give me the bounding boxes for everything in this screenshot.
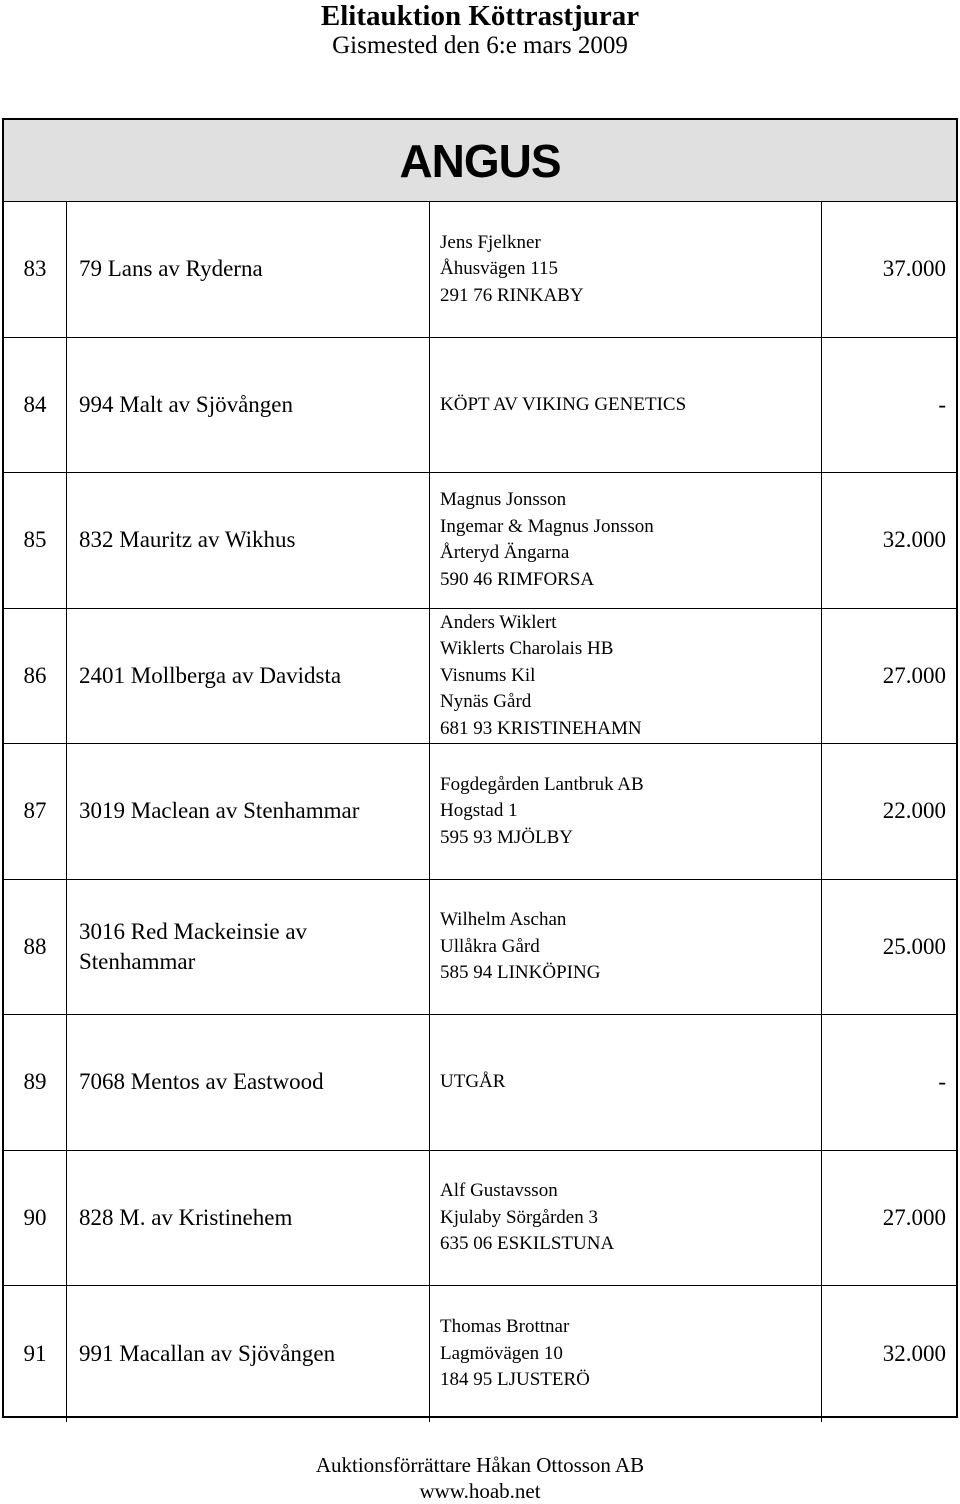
buyer-address-line: KÖPT AV VIKING GENETICS: [440, 393, 687, 415]
price: 37.000: [882, 256, 946, 282]
lot-row: [4, 1015, 956, 1151]
price: 27.000: [882, 1204, 946, 1230]
price: -: [938, 1069, 946, 1095]
buyer-address-line: Ingemar & Magnus Jonsson: [440, 515, 654, 537]
buyer-address-line: Jens Fjelkner: [440, 231, 541, 253]
buyer-address-line: Åhusvägen 115: [440, 258, 559, 279]
lot-row: [4, 880, 956, 1016]
buyer-address-line: Wiklerts Charolais HB: [440, 638, 614, 659]
buyer-address-line: 585 94 LINKÖPING: [440, 962, 601, 983]
buyer-address-line: 291 76 RINKABY: [440, 284, 584, 306]
breed-heading: ANGUS: [4, 120, 956, 202]
bull-name: 79 Lans av Ryderna: [67, 202, 430, 337]
price: 27.000: [882, 662, 946, 688]
document-subtitle: Gismested den 6:e mars 2009: [332, 32, 628, 59]
lot-row: [4, 473, 956, 609]
buyer-address-line: Hogstad 1: [440, 800, 518, 821]
buyer-address-line: 184 95 LJUSTERÖ: [440, 1369, 590, 1390]
buyer-address-line: Anders Wiklert: [440, 611, 557, 633]
price: -: [938, 391, 946, 417]
buyer-address: [430, 202, 822, 337]
buyer-address-line: 595 93 MJÖLBY: [440, 826, 574, 848]
document-title: Elitauktion Köttrastjurar: [320, 0, 640, 32]
price: 22.000: [882, 798, 946, 824]
buyer-address-line: Magnus Jonsson: [440, 489, 567, 511]
buyer-address: [430, 1015, 822, 1150]
auction-table: [2, 118, 958, 1418]
bull-name: 828 M. av Kristinehem: [67, 1151, 430, 1286]
lot-row: [4, 609, 956, 745]
lot-number: 86: [4, 609, 67, 744]
lot-number: 87: [4, 744, 67, 879]
buyer-address-line: Wilhelm Aschan: [440, 909, 567, 930]
buyer-address-line: Visnums Kil: [440, 664, 536, 686]
lot-row: [4, 338, 956, 474]
bull-name: 991 Macallan av Sjövången: [67, 1286, 430, 1422]
footer-url: www.hoab.net: [419, 1479, 541, 1503]
lot-row: [4, 744, 956, 880]
buyer-address-line: Thomas Brottnar: [440, 1316, 570, 1337]
buyer-address-line: Årteryd Ängarna: [440, 542, 570, 564]
lot-row: [4, 1286, 956, 1422]
buyer-address: [430, 880, 822, 1015]
buyer-address: [430, 744, 822, 879]
buyer-address-line: Kjulaby Sörgården 3: [440, 1206, 598, 1228]
buyer-address-line: 681 93 KRISTINEHAMN: [440, 717, 642, 739]
buyer-address: [430, 1286, 822, 1422]
lot-number: 84: [4, 338, 67, 473]
buyer-address: [430, 609, 822, 744]
buyer-address-line: Fogdegården Lantbruk AB: [440, 773, 644, 795]
lot-number: 90: [4, 1151, 67, 1286]
buyer-address-line: Lagmövägen 10: [440, 1342, 563, 1364]
lot-number: 91: [4, 1286, 67, 1422]
lot-row: [4, 1151, 956, 1287]
bull-name: 7068 Mentos av Eastwood: [67, 1015, 430, 1150]
footer-company: Auktionsförrättare Håkan Ottosson AB: [315, 1453, 645, 1477]
buyer-address: [430, 473, 822, 608]
lot-number: 85: [4, 473, 67, 608]
buyer-address-line: Alf Gustavsson: [440, 1180, 558, 1201]
bull-name: 3016 Red Mackeinsie av Stenhammar: [67, 880, 430, 1015]
lot-number: 89: [4, 1015, 67, 1150]
price: 25.000: [882, 933, 946, 959]
lot-number: 83: [4, 202, 67, 337]
bull-name: 2401 Mollberga av Davidsta: [67, 609, 430, 744]
buyer-address-line: 590 46 RIMFORSA: [440, 568, 595, 590]
lot-row: [4, 202, 956, 338]
buyer-address-line: Ullåkra Gård: [440, 935, 540, 957]
lot-rows: [4, 202, 956, 1422]
buyer-address: [430, 338, 822, 473]
lot-number: 88: [4, 880, 67, 1015]
buyer-address-line: Nynäs Gård: [440, 691, 532, 712]
buyer-address-line: UTGÅR: [440, 1071, 506, 1092]
bull-name: 994 Malt av Sjövången: [67, 338, 430, 473]
buyer-address: [430, 1151, 822, 1286]
price: 32.000: [882, 527, 946, 553]
bull-name: 832 Mauritz av Wikhus: [67, 473, 430, 608]
bull-name: 3019 Maclean av Stenhammar: [67, 744, 430, 879]
buyer-address-line: 635 06 ESKILSTUNA: [440, 1233, 615, 1254]
price: 32.000: [882, 1340, 946, 1366]
